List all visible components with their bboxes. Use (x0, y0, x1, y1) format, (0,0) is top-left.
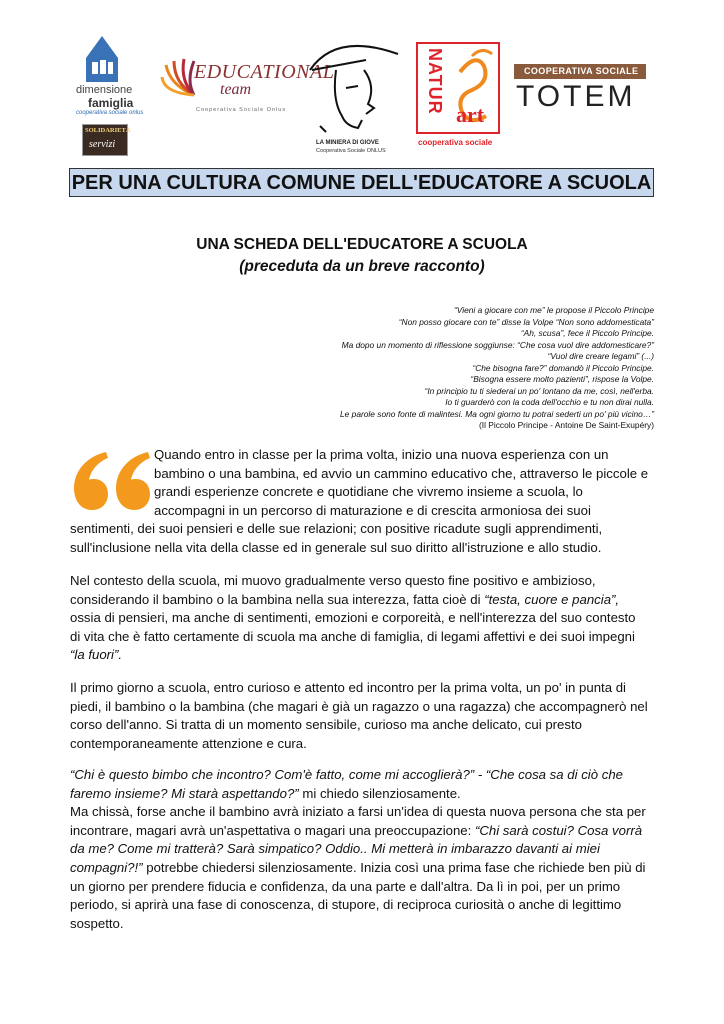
quote-line: “Che bisogna fare?” domandò il Piccolo Principe. (472, 362, 654, 373)
mg-line2: Cooperativa Sociale ONLUS (316, 148, 386, 154)
text-line (70, 859, 654, 878)
text-line (70, 465, 654, 484)
text-line: ossia di pensieri, ma anche di sentimenti, emozioni e corporeità, e nell'interezza del suo contesto (70, 610, 636, 626)
dimensione-famiglia-logo (68, 30, 153, 158)
df-line2: famiglia (88, 96, 134, 110)
text-line: Nel contesto della scuola, mi muovo gradualmente verso questo fine positivo e ambizioso, (70, 573, 596, 588)
text-line: corso dell'anno. Si tratta di un momento sensibile, curioso ma anche delicato, cui presto (70, 717, 582, 733)
natur-art-logo (416, 42, 501, 150)
text-line: Ma chissà, forse anche il bambino avrà iniziato a farsi un'idea di questa nuova persona che sta per (70, 804, 646, 820)
text-line: “Chi è questo bimbo che incontro? Com'è fatto, come mi accoglierà?” - “Che cosa sa di ciò che (70, 767, 623, 782)
emphasis-span: “testa, cuore e pancia”, (484, 591, 620, 607)
text-span: incontrare, magari avrà un'aspettativa o magari una preoccupazione: (70, 822, 475, 838)
text-line (70, 785, 654, 804)
text-span: grandi esperienze concrete e quotidiane che vivremo insieme a scuola, lo (154, 484, 583, 500)
text-line: di vita che è fatto certamente di scuola ma anche di famiglia, di legami affettivi e dei suoi impegni (70, 628, 635, 644)
totem-main: TOTEM (516, 80, 636, 113)
document-subtitle: (preceduta da un breve racconto) (239, 258, 485, 275)
na-natur: NATUR (425, 48, 445, 115)
text-line (70, 822, 654, 841)
quote-line: “Vieni a giocare con me” le propose il Piccolo Principe (453, 305, 654, 315)
quote-attribution: (Il Piccolo Principe - Antoine De Saint-Exupéry) (478, 420, 654, 430)
et-coop: Cooperativa Sociale Onlus (196, 107, 287, 113)
et-sub: team (220, 81, 252, 98)
et-main: EDUCATIONAL (194, 61, 335, 83)
text-line: “la fuori”. (70, 647, 123, 663)
educational-team-logo (160, 55, 335, 125)
quote-line: Ma dopo un momento di riflessione soggiunse: “Che cosa vuol dire addomesticare?” (341, 339, 654, 350)
totem-bar-text: COOPERATIVA SOCIALE (524, 66, 639, 76)
text-line: da me? Come mi tratterà? Sarà simpatico? Oddio.. Mi metterà in imbarazzo davanti ai miei (70, 841, 600, 857)
solidarieta-logo (82, 124, 131, 156)
emphasis-span: faremo insieme? Mi starà aspettando?” (70, 785, 299, 801)
mg-line1: LA MINIERA DI GIOVE (316, 140, 379, 146)
text-line: sospetto. (70, 915, 124, 931)
text-line: contemporaneamente attenzione e cura. (70, 735, 307, 751)
text-line (70, 483, 654, 502)
totem-bar (514, 64, 646, 79)
text-line: piedi, il bambino o la bambina (che magari è già un ragazzo o una ragazza) che accompagnerò nel (70, 698, 648, 714)
paragraph-4 (70, 766, 654, 933)
quote-line: Io ti guarderò con la coda dell'occhio e tu non dirai nulla. (445, 397, 654, 407)
text-span: bambino o una bambina, ed avvio un cammino educativo che, attraverso le piccole e (154, 465, 649, 481)
na-coop: cooperativa sociale (418, 138, 493, 147)
solidarieta-line1: SOLIDARIETÀ (85, 127, 131, 134)
document-banner: PER UNA CULTURA COMUNE DELL'EDUCATORE A SCUOLA (69, 168, 654, 197)
document-title: UNA SCHEDA DELL'EDUCATORE A SCUOLA (196, 236, 528, 253)
totem-logo (514, 64, 646, 114)
text-span: accompagni in un percorso di maturazione e di crescita armoniosa dei suoi (154, 502, 591, 518)
text-line (70, 446, 654, 465)
epigraph-quote (234, 305, 654, 432)
solidarieta-line2: servizi (89, 139, 116, 150)
paragraph-1 (70, 446, 654, 558)
df-line1: dimensione (76, 84, 133, 96)
paragraph-3 (70, 679, 654, 753)
text-line: un giorno per prendere fiducia e confidenza, da una parte e dall'altra. Da lì in poi, per un primo (70, 878, 621, 894)
house-icon (82, 32, 122, 86)
text-line (70, 591, 654, 610)
quote-line: “Non posso giocare con te” disse la Volpe “Non sono addomesticata” (398, 316, 654, 327)
na-art: art (456, 102, 485, 127)
logo-strip (68, 30, 658, 160)
emphasis-span: “Chi sarà costui? Cosa vorrà (474, 822, 643, 838)
text-span: potrebbe chiedersi silenziosamente. Inizia così una prima fase che richiede ben più di (142, 859, 646, 875)
face-drawing-icon (306, 30, 402, 138)
emphasis-span: compagni?!” (70, 859, 143, 875)
text-line (70, 502, 654, 521)
text-span: considerando il bambino o la bambina nella sua interezza, fatta cioè di (70, 591, 485, 607)
text-line (70, 520, 654, 539)
text-line (70, 539, 654, 558)
df-line3: cooperativa sociale onlus (76, 110, 144, 116)
text-span: sentimenti, dei suoi pensieri e delle sue relazioni; con positive ricadute sugli apprendimenti, (70, 521, 603, 537)
quote-line: “Bisogna essere molto pazienti”, rispose la Volpe. (470, 374, 654, 384)
quote-line: “In principio tu ti siederai un po' lontano da me, così, nell'erba. (424, 385, 654, 396)
text-span: sull'inclusione nella vita della classe ed in generale sul suo diritto all'istruzione e allo studio. (70, 539, 602, 555)
miniera-di-giove-logo (306, 30, 406, 158)
paragraph-2 (70, 572, 654, 665)
quote-line: “Vuol dire creare legami” (...) (547, 351, 654, 361)
text-span: mi chiedo silenziosamente. (298, 785, 461, 801)
text-line: Il primo giorno a scuola, entro curioso e attento ed incontro per la prima volta, un po' in punta di (70, 680, 626, 695)
text-span: Quando entro in classe per la prima volta, inizio una nuova esperienza con un (154, 447, 609, 462)
quote-line: Le parole sono fonte di malintesi. Ma ogni giorno tu potrai sederti un po' più vicino…” (340, 408, 654, 419)
quote-line: “Ah, scusa”, fece il Piccolo Principe. (520, 328, 654, 338)
text-line: periodo, si aprirà una fase di conoscenza, di stupore, di reciproca curiosità o anche di legittimo (70, 897, 622, 913)
